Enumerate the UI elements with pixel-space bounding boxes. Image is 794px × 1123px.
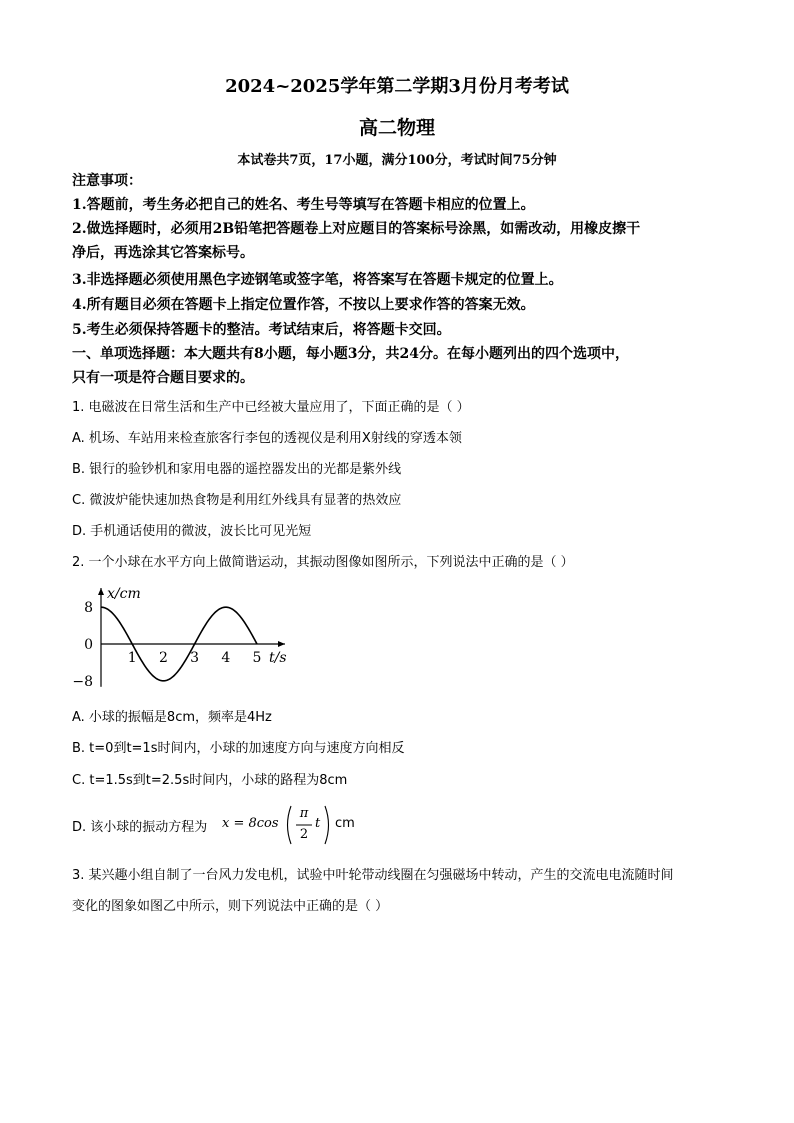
x-tick-label: 4 [221,650,231,666]
q1-option-d: D. 手机通话使用的微波，波长比可见光短 [72,524,312,539]
y-tick-label: −8 [72,673,93,690]
y-tick-label: 0 [84,637,93,653]
q2-option-b: B. t=0到t=1s时间内，小球的加速度方向与速度方向相反 [72,741,405,756]
note-item: 3.非选择题必须使用黑色字迹钢笔或签字笔，将答案写在答题卡规定的位置上。 [72,272,563,288]
note-item: 2.做选择题时，必须用2B铅笔把答题卷上对应题目的答案标号涂黑，如需改动，用橡皮擦干 [72,221,641,237]
formula-lhs: x = 8cos [222,816,279,831]
exam-subject: 高二物理 [358,117,435,139]
x-tick-label: 1 [127,650,137,666]
x-tick-label: 5 [252,650,262,666]
formula-denominator: 2 [299,827,309,842]
exam-title: 2024~2025学年第二学期3月份月考考试 [225,76,569,97]
q2-option-d-prefix: D. 该小球的振动方程为 [72,820,208,835]
note-item: 4.所有题目必须在答题卡上指定位置作答，不按以上要求作答的答案无效。 [72,297,535,313]
q3-stem-line2: 变化的图象如图乙中所示，则下列说法中正确的是（ ） [72,899,389,914]
exam-info: 本试卷共7页，17小题，满分100分，考试时间75分钟 [237,153,557,168]
q2-option-a: A. 小球的振幅是8cm，频率是4Hz [72,710,272,725]
x-tick-label: 3 [190,650,200,666]
q1-option-c: C. 微波炉能快速加热食物是利用红外线具有显著的热效应 [72,493,402,508]
formula-variable: t [315,816,321,831]
x-tick-label: 2 [158,650,168,666]
q3-stem-line1: 3. 某兴趣小组自制了一台风力发电机，试验中叶轮带动线圈在匀强磁场中转动，产生的交流电电流随时间 [72,868,674,883]
q1-option-b: B. 银行的验钞机和家用电器的遥控器发出的光都是紫外线 [72,462,402,477]
oscillation-graph [72,578,292,696]
q1-option-a: A. 机场、车站用来检查旅客行李包的透视仪是利用X射线的穿透本领 [72,431,462,446]
y-axis-arrow [98,588,104,595]
x-axis-arrow [278,641,285,647]
notes-heading: 注意事项： [72,173,142,189]
formula-unit: cm [335,816,355,831]
graph-axes [98,588,285,687]
section-heading-cont: 只有一项是符合题目要求的。 [72,370,254,386]
note-item: 净后，再选涂其它答案标号。 [72,245,254,261]
section-heading: 一、单项选择题：本大题共有8小题，每小题3分，共24分。在每小题列出的四个选项中， [72,346,629,362]
note-item: 5.考生必须保持答题卡的整洁。考试结束后，将答题卡交回。 [72,322,451,338]
y-tick-label: 8 [84,600,93,617]
formula-numerator: π [299,806,309,821]
y-axis-label: x/cm [107,586,141,602]
q2-option-d [72,802,372,846]
q2-stem: 2. 一个小球在水平方向上做简谐运动，其振动图像如图所示，下列说法中正确的是（ ） [72,555,574,570]
x-axis-label: t/s [269,650,287,666]
note-item: 1.答题前，考生务必把自己的姓名、考生号等填写在答题卡相应的位置上。 [72,197,535,213]
q2-option-c: C. t=1.5s到t=2.5s时间内，小球的路程为8cm [72,773,348,788]
q1-stem: 1. 电磁波在日常生活和生产中已经被大量应用了，下面正确的是（ ） [72,400,470,415]
